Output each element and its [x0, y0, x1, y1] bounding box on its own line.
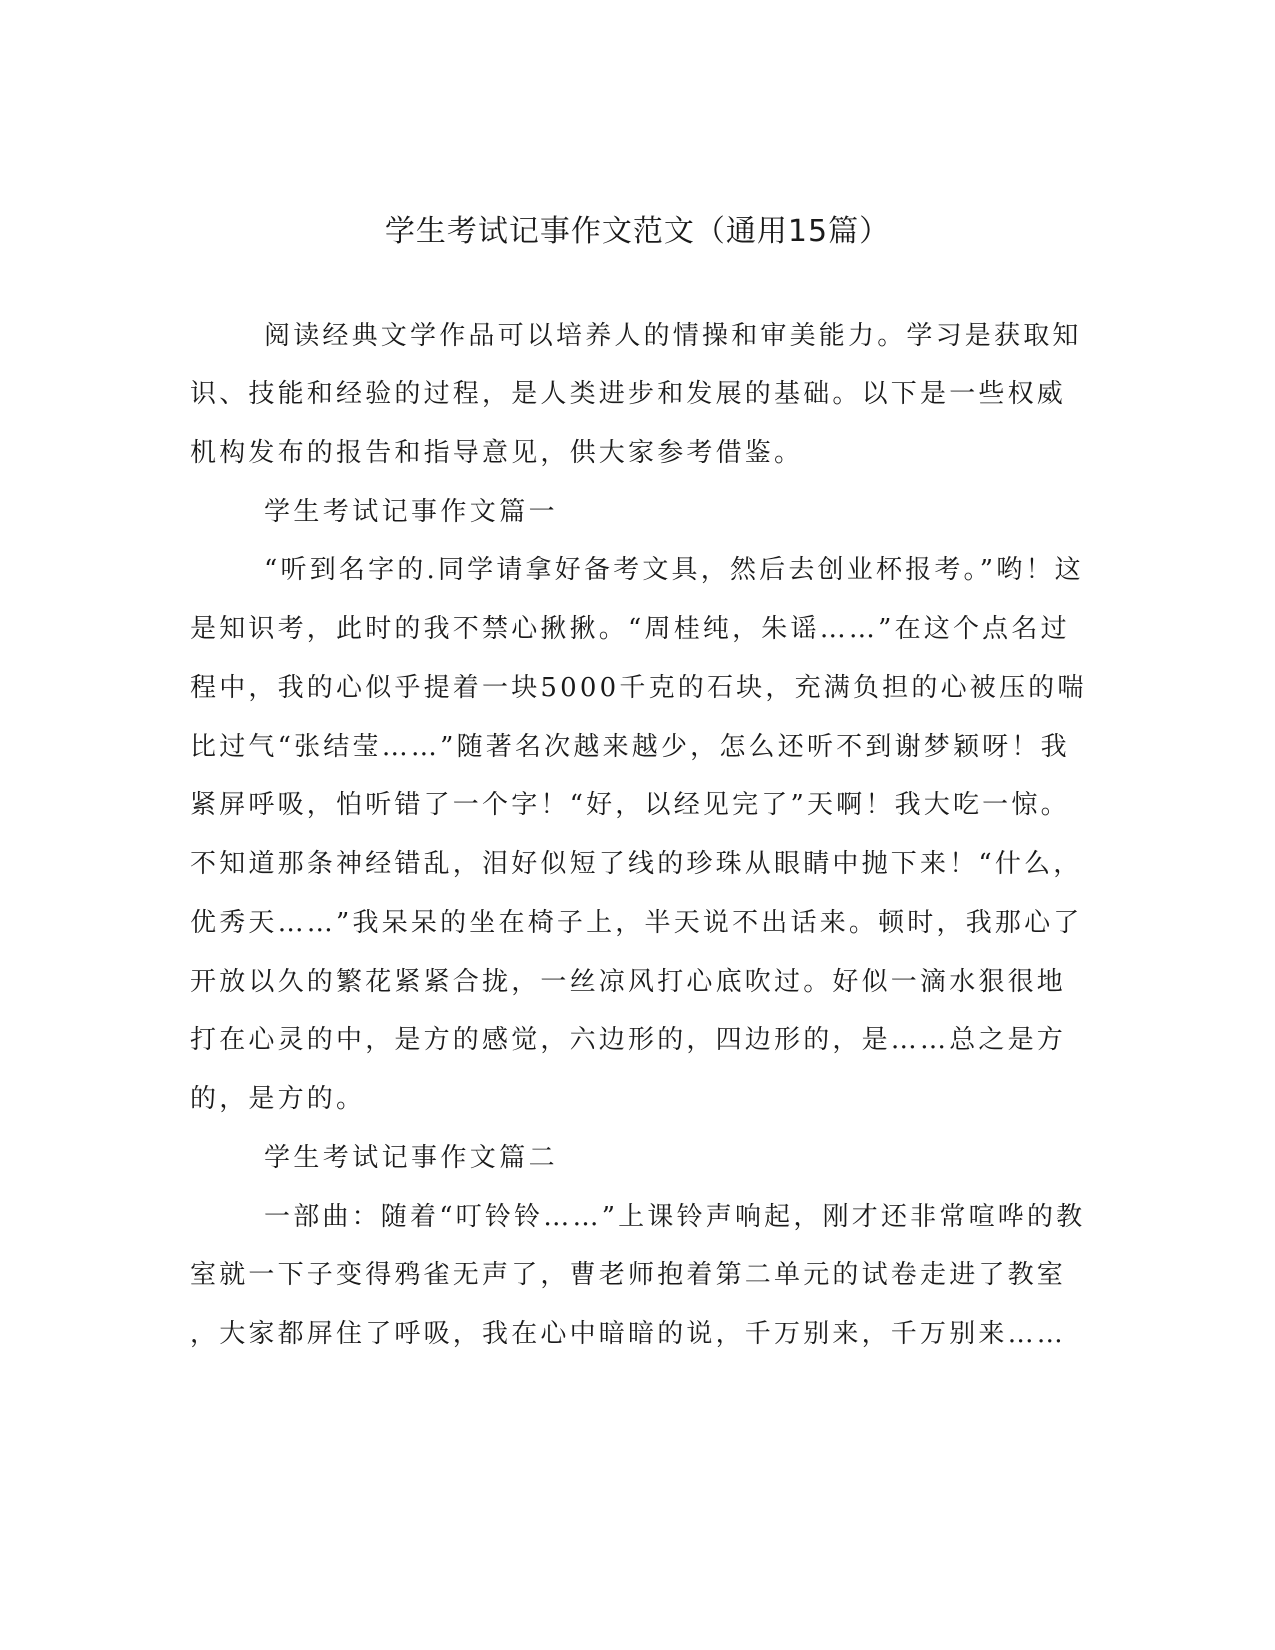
essay1-line-4: 比过气“张结莹……”随著名次越来越少，怎么还听不到谢梦颖呀！我: [190, 732, 1070, 762]
essay1-line-8: 开放以久的繁花紧紧合拢，一丝凉风打心底吹过。好似一滴水狠很地: [190, 967, 1067, 997]
essay1-line-6: 不知道那条神经错乱，泪好似短了线的珍珠从眼睛中抛下来！“什么，: [190, 849, 1083, 879]
section-heading-2: 学生考试记事作文篇二: [264, 1143, 559, 1173]
essay1-line-1: “听到名字的.同学请拿好备考文具，然后去创业杯报考。”哟！这: [264, 555, 1084, 585]
essay1-line-3: 程中，我的心似乎提着一块5000千克的石块，充满负担的心被压的喘: [190, 673, 1087, 703]
essay1-line-5: 紧屏呼吸，怕听错了一个字！“好，以经见完了”天啊！我大吃一惊。: [190, 790, 1070, 820]
intro-line-3: 机构发布的报告和指导意见，供大家参考借鉴。: [190, 438, 804, 468]
essay2-line-2: 室就一下子变得鸦雀无声了，曹老师抱着第二单元的试卷走进了教室: [190, 1260, 1067, 1290]
essay2-line-3: ，大家都屏住了呼吸，我在心中暗暗的说，千万别来，千万别来……: [190, 1319, 1067, 1349]
intro-line-2: 识、技能和经验的过程，是人类进步和发展的基础。以下是一些权威: [190, 379, 1067, 409]
essay1-line-9: 打在心灵的中，是方的感觉，六边形的，四边形的，是……总之是方: [190, 1025, 1067, 1055]
section-heading-1: 学生考试记事作文篇一: [264, 497, 559, 527]
essay1-line-10: 的，是方的。: [190, 1084, 366, 1114]
essay1-line-2: 是知识考，此时的我不禁心揪揪。“周桂纯，朱谣……”在这个点名过: [190, 614, 1070, 644]
essay2-line-1: 一部曲：随着“叮铃铃……”上课铃声响起，刚才还非常喧哗的教: [264, 1202, 1086, 1232]
intro-line-1: 阅读经典文学作品可以培养人的情操和审美能力。学习是获取知: [264, 321, 1082, 351]
document-title: 学生考试记事作文范文（通用15篇）: [384, 214, 891, 249]
essay1-line-7: 优秀天……”我呆呆的坐在椅子上，半天说不出话来。顿时，我那心了: [190, 908, 1083, 938]
